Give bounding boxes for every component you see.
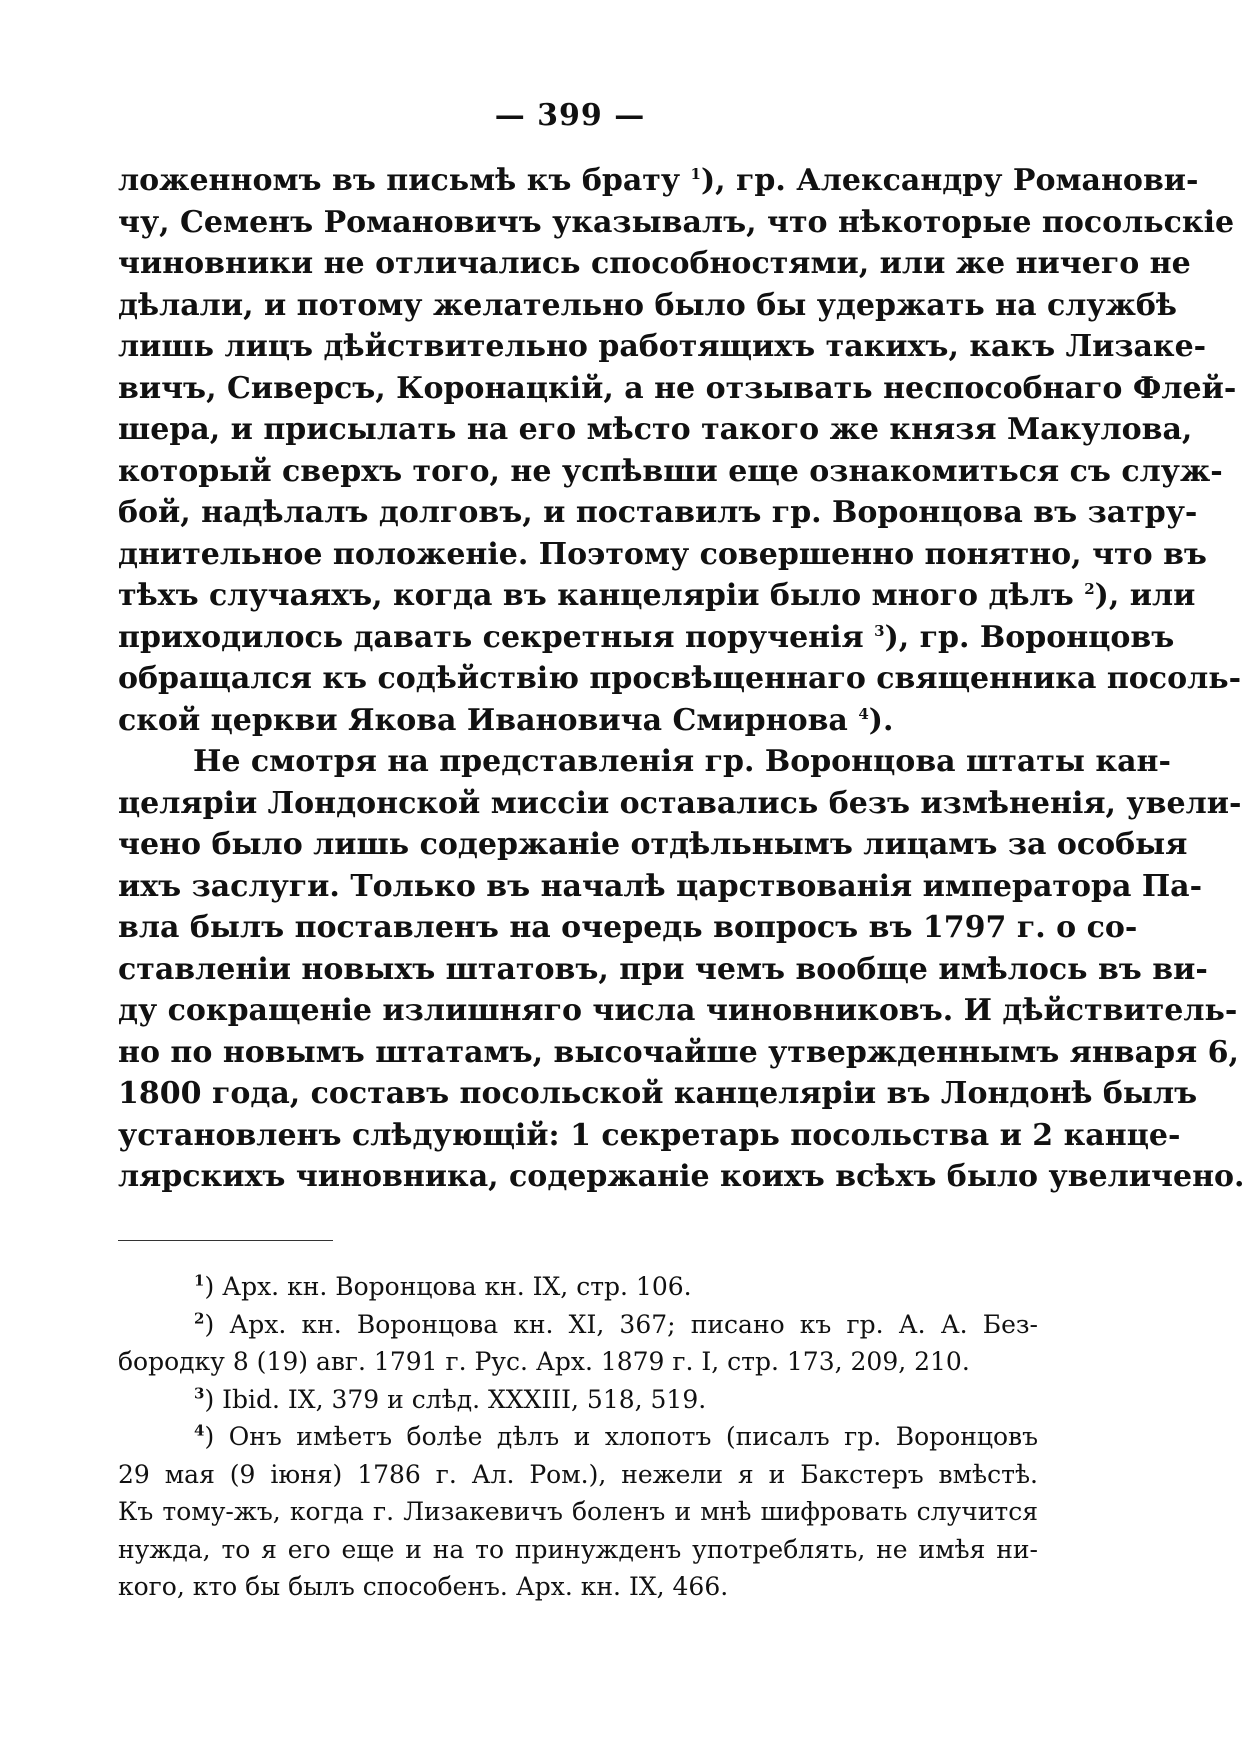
text-line xyxy=(118,741,1171,783)
text-line xyxy=(118,866,1203,908)
text-span: тѣхъ случаяхъ, когда въ канцеляріи было много дѣлъ xyxy=(118,578,1085,613)
text-line xyxy=(118,575,1196,617)
footnote-text: Онъ имѣетъ болѣе дѣлъ и хлопотъ (писалъ гр. Воронцовъ xyxy=(214,1422,1038,1451)
footnote-mark: 2 xyxy=(194,1309,205,1328)
text-span: ставленіи новыхъ штатовъ, при чемъ вообще имѣлось въ ви- xyxy=(118,951,1208,987)
footnote-line xyxy=(118,1306,1038,1344)
text-span: ской церкви Якова Ивановича Смирнова xyxy=(118,702,859,738)
footnote-text: Арх. кн. Воронцова кн. XI, 367; писано къ гр. А. А. Без- xyxy=(214,1309,1038,1339)
text-span: бой, надѣлалъ долговъ, и поставилъ гр. Воронцова въ затру- xyxy=(118,495,1198,530)
footnote-text: нужда, то я его еще и на то принужденъ употреблять, не имѣя ни- xyxy=(118,1534,1038,1564)
text-line xyxy=(118,700,1038,742)
text-span: ). xyxy=(868,702,894,738)
footnote-mark: 3 xyxy=(194,1384,205,1403)
text-span: приходилось давать секретныя порученія xyxy=(118,619,875,655)
text-line xyxy=(118,1032,1239,1074)
text-span: который сверхъ того, не успѣвши еще ознакомиться съ служ- xyxy=(118,453,1223,489)
footnote-text: Арх. кн. Воронцова кн. IX, стр. 106. xyxy=(214,1272,692,1301)
text-span: ду сокращеніе излишняго числа чиновниковъ. И дѣйствитель- xyxy=(118,993,1238,1028)
text-span: ложенномъ въ письмѣ къ брату xyxy=(118,163,691,198)
text-span: ), гр. Александру Романови- xyxy=(700,163,1199,198)
text-line xyxy=(118,1156,1245,1198)
text-line xyxy=(118,949,1208,991)
text-line xyxy=(118,1115,1181,1157)
text-span: обращался къ содѣйствію просвѣщеннаго священника посоль- xyxy=(118,661,1242,696)
text-span: лярскихъ чиновника, содержаніе коихъ всѣхъ было увеличено. xyxy=(118,1159,1245,1194)
text-span: ), гр. Воронцовъ xyxy=(884,619,1175,655)
footnote-ref: 3 xyxy=(874,621,885,640)
footnote-text: бородку 8 (19) авг. 1791 г. Рус. Арх. 1879 г. I, стр. 173, 209, 210. xyxy=(118,1347,970,1376)
footnote-ref: 4 xyxy=(858,704,869,723)
footnote-line xyxy=(118,1456,1038,1494)
text-line xyxy=(118,160,1199,202)
footnote-divider xyxy=(118,1240,333,1241)
text-span: шера, и присылать на его мѣсто такого же князя Макулова, xyxy=(118,412,1193,447)
text-span: вла былъ поставленъ на очередь вопросъ въ 1797 г. о со- xyxy=(118,910,1138,945)
text-line xyxy=(118,658,1242,700)
text-line xyxy=(118,824,1188,866)
text-span: но по новымъ штатамъ, высочайше утвержденнымъ января 6, xyxy=(118,1034,1239,1070)
text-line xyxy=(118,451,1223,493)
footnote-mark: 1 xyxy=(194,1271,205,1290)
footnote-ref: 1 xyxy=(690,165,701,183)
text-span: лишь лицъ дѣйствительно работящихъ такихъ, какъ Лизаке- xyxy=(118,329,1207,364)
footnote-line xyxy=(118,1343,1038,1381)
text-span: днительное положеніе. Поэтому совершенно понятно, что въ xyxy=(118,536,1207,572)
text-line xyxy=(118,783,1242,825)
text-line xyxy=(118,492,1198,534)
text-line xyxy=(118,534,1207,576)
footnote-ref: 2 xyxy=(1084,580,1095,598)
footnote-line xyxy=(118,1418,1038,1456)
text-span: чу, Семенъ Романовичъ указывалъ, что нѣкоторые посольскіе xyxy=(118,204,1235,240)
main-text xyxy=(118,160,1245,1198)
footnote-paren: ) xyxy=(204,1384,215,1414)
footnote-line xyxy=(118,1493,1038,1531)
footnote-line xyxy=(118,1268,1038,1306)
text-span: вичъ, Сиверсъ, Коронацкій, а не отзывать неспособнаго Флей- xyxy=(118,370,1237,406)
text-span: ), или xyxy=(1094,578,1196,613)
text-line xyxy=(118,243,1191,285)
footnotes xyxy=(118,1268,1038,1606)
text-line xyxy=(118,285,1177,327)
text-line xyxy=(118,990,1238,1032)
text-line xyxy=(118,907,1138,949)
text-line xyxy=(118,368,1237,410)
footnote-paren: ) xyxy=(204,1272,215,1301)
text-span: целяріи Лондонской миссіи оставались безъ измѣненія, увели- xyxy=(118,785,1242,821)
text-span: установленъ слѣдующій: 1 секретарь посольства и 2 канце- xyxy=(118,1117,1181,1153)
text-span: чиновники не отличались способностями, или же ничего не xyxy=(118,246,1191,281)
footnote-line xyxy=(118,1531,1038,1569)
footnote-line xyxy=(118,1381,1038,1419)
text-span: Не смотря на представленія гр. Воронцова штаты кан- xyxy=(193,744,1171,779)
footnote-paren: ) xyxy=(204,1309,215,1339)
text-span: ихъ заслуги. Только въ началѣ царствованія императора Па- xyxy=(118,868,1203,904)
footnote-text: Ibid. IX, 379 и слѣд. XXXIII, 518, 519. xyxy=(214,1384,707,1414)
text-line xyxy=(118,1073,1198,1115)
text-span: 1800 года, составъ посольской канцеляріи въ Лондонѣ былъ xyxy=(118,1076,1198,1111)
footnote-text: Къ тому-жъ, когда г. Лизакевичъ боленъ и мнѣ шифровать случится xyxy=(118,1497,1038,1526)
footnote-text: кого, кто бы былъ способенъ. Арх. кн. IX, 466. xyxy=(118,1572,729,1601)
text-line xyxy=(118,409,1193,451)
footnote-mark: 4 xyxy=(194,1421,205,1440)
text-line xyxy=(118,202,1235,244)
page-number: — 399 — xyxy=(494,98,646,133)
text-span: дѣлали, и потому желательно было бы удержать на службѣ xyxy=(118,287,1177,323)
text-span: чено было лишь содержаніе отдѣльнымъ лицамъ за особыя xyxy=(118,827,1188,862)
text-line xyxy=(118,326,1207,368)
text-line xyxy=(118,617,1175,659)
footnote-line xyxy=(118,1568,1038,1606)
footnote-text: 29 мая (9 іюня) 1786 г. Ал. Ром.), нежели я и Бакстеръ вмѣстѣ. xyxy=(118,1459,1038,1489)
footnote-paren: ) xyxy=(204,1422,215,1451)
